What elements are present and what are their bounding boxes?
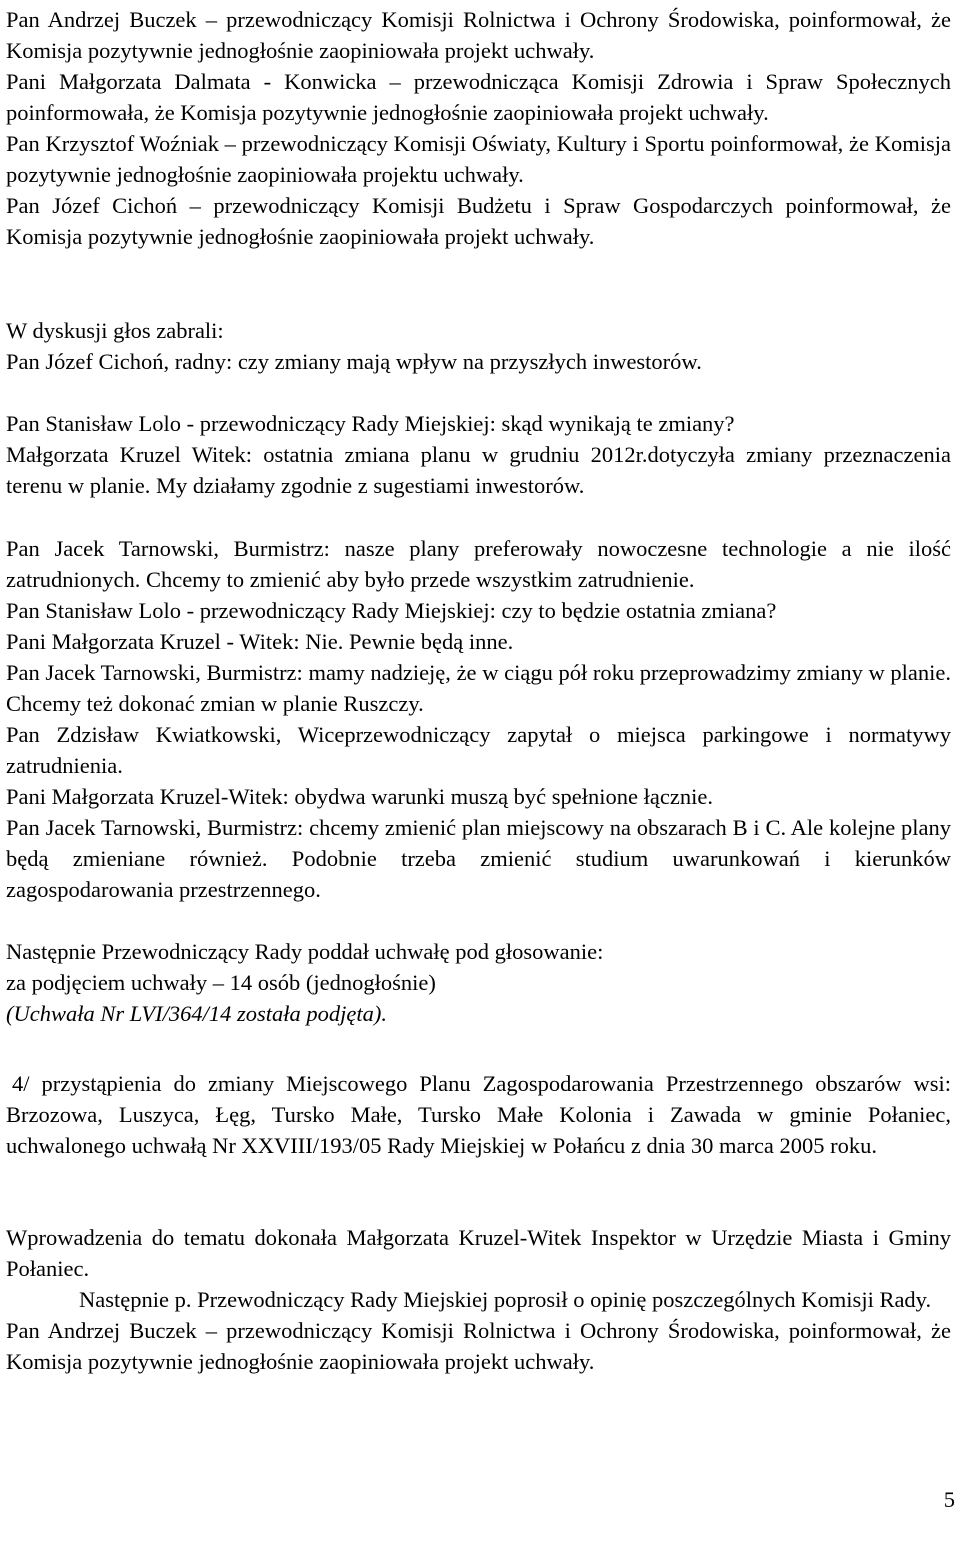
paragraph: Pan Jacek Tarnowski, Burmistrz: mamy nadzieję, że w ciągu pół roku przeprowadzimy zmiany w planie. Chcemy też dokonać zmian w planie Ruszczy.: [6, 660, 951, 716]
discussion-block-2: [6, 533, 951, 905]
paragraph: Małgorzata Kruzel Witek: ostatnia zmiana planu w grudniu 2012r.dotyczyła zmiany przeznaczenia terenu w planie. My działamy zgodnie z sugestiami inwestorów.: [6, 442, 951, 498]
paragraph: Pani Małgorzata Kruzel-Witek: obydwa warunki muszą być spełnione łącznie.: [6, 784, 713, 809]
paragraph: Pani Małgorzata Dalmata - Konwicka – przewodnicząca Komisji Zdrowia i Spraw Społecznych poinformowała, że Komisja pozytywnie jednogłośnie zaopiniowała projekt uchwały.: [6, 69, 951, 125]
paragraph: Pan Andrzej Buczek – przewodniczący Komisji Rolnictwa i Ochrony Środowiska, poinformował, że Komisja pozytywnie jednogłośnie zaopiniowała projekt uchwały.: [6, 1318, 951, 1374]
paragraph: W dyskusji głos zabrali:: [6, 318, 224, 343]
discussion-heading-block: [6, 315, 951, 377]
paragraph: Wprowadzenia do tematu dokonała Małgorzata Kruzel-Witek Inspektor w Urzędzie Miasta i Gminy Połaniec.: [6, 1225, 951, 1281]
discussion-block-1: [6, 408, 951, 501]
vote-block: [6, 936, 951, 1029]
topic-intro-block: [6, 1222, 951, 1377]
paragraph: Pan Józef Cichoń, radny: czy zmiany mają wpływ na przyszłych inwestorów.: [6, 349, 702, 374]
vote-result: za podjęciem uchwały – 14 osób (jednogłośnie): [6, 970, 436, 995]
paragraph: Pani Małgorzata Kruzel - Witek: Nie. Pewnie będą inne.: [6, 629, 514, 654]
agenda-item-4: [6, 1068, 951, 1161]
paragraph: Pan Zdzisław Kwiatkowski, Wiceprzewodniczący zapytał o miejsca parkingowe i normatywy zatrudnienia.: [6, 722, 951, 778]
paragraph: Pan Krzysztof Woźniak – przewodniczący Komisji Oświaty, Kultury i Sportu poinformował, że Komisja pozytywnie jednogłośnie zaopiniowała projektu uchwały.: [6, 131, 951, 187]
paragraph: Pan Stanisław Lolo - przewodniczący Rady Miejskiej: skąd wynikają te zmiany?: [6, 411, 735, 436]
paragraph: Pan Jacek Tarnowski, Burmistrz: nasze plany preferowały nowoczesne technologie a nie ilość zatrudnionych. Chcemy to zmienić aby było przede wszystkim zatrudnienie.: [6, 536, 951, 592]
paragraph: Pan Andrzej Buczek – przewodniczący Komisji Rolnictwa i Ochrony Środowiska, poinformował, że Komisja pozytywnie jednogłośnie zaopiniowała projekt uchwały.: [6, 7, 951, 63]
paragraph: Następnie p. Przewodniczący Rady Miejskiej poprosił o opinię poszczególnych Komisji Rady.: [79, 1287, 932, 1312]
resolution-note: (Uchwała Nr LVI/364/14 została podjęta).: [6, 1001, 388, 1026]
agenda-item-text: 4/ przystąpienia do zmiany Miejscowego Planu Zagospodarowania Przestrzennego obszarów wsi: Brzozowa, Luszyca, Łęg, Tursko Małe, Tursko Małe Kolonia i Zawada w gminie Połaniec, uchwalonego uchwałą Nr XXVIII/193/05 Rady Miejskiej w Połańcu z dnia 30 marca 2005 roku.: [6, 1071, 951, 1158]
page-number: 5: [943, 1487, 955, 1512]
paragraph: Pan Jacek Tarnowski, Burmistrz: chcemy zmienić plan miejscowy na obszarach B i C. Ale kolejne plany będą zmieniane również. Podobnie trzeba zmienić studium uwarunkowań i kierunków zagospodarowania przestrzennego.: [6, 815, 951, 902]
paragraph: Pan Józef Cichoń – przewodniczący Komisji Budżetu i Spraw Gospodarczych poinformował, że Komisja pozytywnie jednogłośnie zaopiniowała projekt uchwały.: [6, 193, 951, 249]
paragraph: Pan Stanisław Lolo - przewodniczący Rady Miejskiej: czy to będzie ostatnia zmiana?: [6, 598, 777, 623]
committee-opinions: [6, 4, 951, 252]
vote-intro: Następnie Przewodniczący Rady poddał uchwałę pod głosowanie:: [6, 939, 604, 964]
